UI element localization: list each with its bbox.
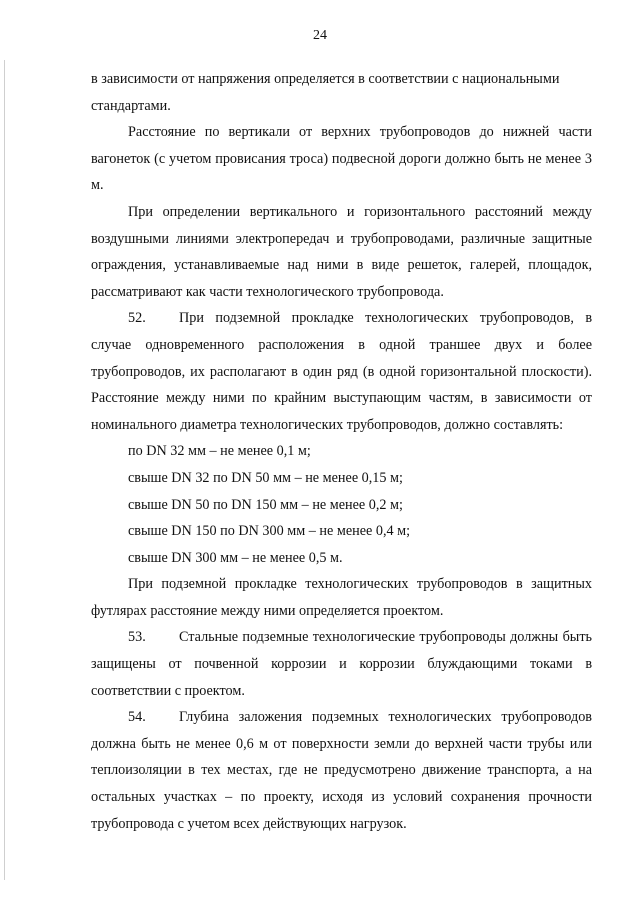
paragraph-continuation bbox=[91, 66, 592, 119]
list-item bbox=[91, 492, 592, 519]
line: При определении вертикального и горизонтального расстояний между bbox=[128, 203, 592, 220]
line: а на остальных участках – по проекту, исходя из условий сохранения bbox=[91, 762, 593, 806]
paragraph-protective-casings bbox=[91, 571, 592, 624]
line: Расстояние по вертикали от верхних трубопроводов до нижней части bbox=[128, 124, 592, 141]
line: плоскости). Расстояние между ними по крайним выступающим частям, в bbox=[91, 363, 592, 407]
scan-edge-line bbox=[4, 60, 5, 880]
line: свыше DN 32 по DN 50 мм – не менее 0,15 м; bbox=[128, 469, 403, 486]
line: должно составлять: bbox=[444, 416, 564, 433]
line: воздушными линиями электропередач и трубопроводами, различные bbox=[91, 230, 526, 247]
line: Глубина заложения подземных технологических трубопроводов bbox=[179, 709, 592, 726]
clause-53 bbox=[91, 624, 592, 704]
line: свыше DN 50 по DN 150 мм – не менее 0,2 м; bbox=[128, 496, 403, 513]
list-item bbox=[91, 518, 592, 545]
list-item bbox=[91, 465, 592, 492]
paragraph-vertical-distance bbox=[91, 119, 592, 199]
line: прочности трубопровода с учетом всех действующих нагрузок. bbox=[91, 789, 592, 832]
line: свыше DN 150 по DN 300 мм – не менее 0,4 м; bbox=[128, 523, 411, 540]
line: стандартами. bbox=[91, 97, 171, 114]
paragraph-power-lines bbox=[91, 199, 592, 305]
line: зависимости от номинального диаметра технологических трубопроводов, bbox=[91, 390, 593, 433]
line: или теплоизоляции в тех местах, где не предусмотрено движение транспорта, bbox=[91, 735, 593, 779]
clause-number: 53. bbox=[128, 629, 146, 646]
line: быть защищены от почвенной коррозии и коррозии блуждающими токами bbox=[91, 629, 592, 673]
line: вагонеток (с учетом провисания троса) подвесной дороги должно быть bbox=[91, 150, 524, 167]
clause-number: 54. bbox=[128, 709, 146, 726]
line: Стальные подземные технологические трубопроводы должны bbox=[179, 629, 559, 646]
line: трубопроводов, их располагают в один ряд (в одной горизонтальной bbox=[91, 363, 517, 380]
line: При подземной прокладке технологических трубопроводов в защитных bbox=[128, 576, 592, 593]
line: должна быть не менее 0,6 м от поверхности земли до верхней части трубы bbox=[91, 735, 565, 752]
line: в соответствии с проектом. bbox=[91, 656, 593, 699]
clause-54 bbox=[91, 704, 592, 837]
line: в случае одновременного расположения в одной траншее двух и более bbox=[91, 310, 593, 353]
line: не менее 3 м. bbox=[91, 150, 592, 194]
line: в зависимости от напряжения определяется в соответствии с национальными bbox=[91, 71, 560, 87]
document-body bbox=[91, 66, 592, 837]
list-item bbox=[91, 438, 592, 465]
list-item bbox=[91, 545, 592, 572]
clause-52 bbox=[91, 305, 592, 438]
line: При подземной прокладке технологических трубопроводов, bbox=[179, 310, 574, 327]
line: площадок, рассматривают как части технологического трубопровода. bbox=[91, 257, 593, 300]
page-number: 24 bbox=[313, 28, 327, 43]
clause-number: 52. bbox=[128, 310, 146, 327]
line: свыше DN 300 мм – не менее 0,5 м. bbox=[128, 549, 343, 566]
line: футлярах расстояние между ними определяется проектом. bbox=[91, 602, 444, 619]
line: по DN 32 мм – не менее 0,1 м; bbox=[128, 443, 311, 460]
line: защитные ограждения, устанавливаемые над ними в виде решеток, галерей, bbox=[91, 230, 592, 274]
